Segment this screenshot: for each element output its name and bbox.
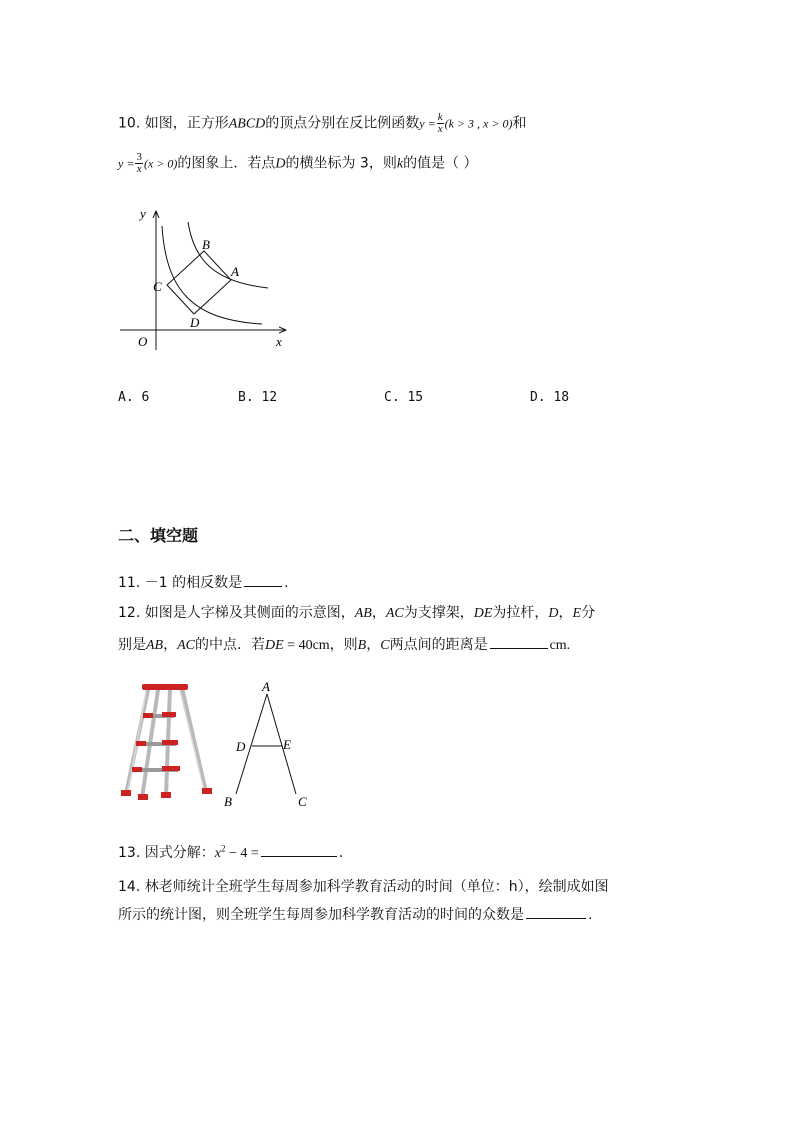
q14-text2: 所示的统计图，则全班学生每周参加科学教育活动的时间的众数是 [118,907,524,923]
q12-de: DE [473,606,493,621]
q10-label-b: B [202,237,210,252]
q12-t1: 如图是人字梯及其侧面的示意图， [144,605,355,621]
q13-line [118,844,343,861]
q10-option-d[interactable]: D. 18 [530,390,570,405]
q12-comma3: ， [163,637,178,653]
q11-end: . [284,575,289,591]
q13-expr-rest: − 4 = [225,846,259,861]
q10-label-o: O [138,334,148,349]
q12-t8: 两点间的距离是 [389,637,488,653]
q12-e: E [572,606,582,621]
q10-text3: 的图象上．若点 [177,155,276,172]
q10-line1 [118,112,526,135]
q14-answer-blank[interactable] [526,906,586,919]
q10-label-y: y [140,206,146,221]
q12-t2: 为支撑架， [403,605,474,621]
q14-text1: 林老师统计全班学生每周参加科学教育活动的时间（单位：h），绘制成如图 [144,879,609,895]
q14-end: . [588,907,593,923]
q10-label-x: x [276,334,282,349]
q10-text2: 的顶点分别在反比例函数 [265,115,420,132]
q10-square-name: ABCD [228,116,266,132]
q13-answer-blank[interactable] [261,844,337,857]
q12-t5: 别是 [118,637,146,653]
q12-ac: AC [385,606,404,621]
q10-f1-num: k [437,111,443,123]
q12-ab2: AB [146,638,164,653]
section-2-title: 二、填空题 [118,526,199,545]
q12-d: D [548,606,559,621]
q10-option-a[interactable]: A. 6 [118,390,150,405]
q10-number: 10. [118,115,141,132]
q12-number: 12. [118,605,141,621]
ladder-photo [118,682,216,804]
q12-label-d: D [236,739,246,754]
q10-figure [110,200,300,360]
q13-number: 13. [118,845,141,861]
q10-text4: 的横坐标为 3，则 [285,155,397,172]
q10-label-d: D [190,315,200,330]
q10-option-b[interactable]: B. 12 [238,390,278,405]
q10-f2-fraction [135,152,143,175]
q10-point-d: D [275,156,286,172]
q12-comma4: ， [366,637,381,653]
q10-text5: 的值是（ ） [403,155,478,172]
q11-number: 11. [118,575,141,591]
q12-label-a: A [262,679,270,694]
q10-label-c: C [153,279,162,294]
q10-f1-den: x [437,123,443,135]
q13-expr-base: x [214,846,221,861]
q12-c: C [380,638,390,653]
q12-comma2: ， [558,605,573,621]
q12-schematic [222,678,322,810]
q14-line2 [118,906,592,922]
q12-comma1: ， [371,605,386,621]
q10-f2-num: 3 [136,151,142,163]
q10-f2-lhs: y = [118,156,135,171]
q12-t7: ，则 [329,637,358,653]
q12-t6: 的中点．若 [195,637,265,653]
q12-label-b: B [224,794,232,809]
segment-ac [267,694,296,794]
q14-line1 [118,880,609,894]
q10-label-a: A [231,264,239,279]
q12-ab: AB [354,606,372,621]
q11-text: －1 的相反数是 [144,575,243,591]
q10-text: 如图，正方形 [144,115,229,132]
q14-number: 14. [118,879,141,895]
q13-expr-exp: 2 [220,843,226,854]
q12-eq: = 40cm [283,638,330,653]
q10-f1-fraction [437,112,444,135]
q12-de2: DE [265,638,284,653]
q10-curve-3 [162,226,262,324]
q10-var-k: k [396,156,404,172]
q10-option-c[interactable]: C. 15 [384,390,424,405]
q12-answer-blank[interactable] [490,636,548,649]
q10-and: 和 [512,115,527,132]
q10-f2-cond: (x > 0) [143,156,178,171]
q12-t3: 为拉杆， [492,605,549,621]
q10-f2-den: x [136,163,142,175]
q12-b: B [357,638,367,653]
q12-label-c: C [298,794,307,809]
q13-text: 因式分解： [144,845,215,861]
q10-f1-cond: (k > 3 , x > 0) [444,116,513,131]
q12-t4: 分 [581,605,596,621]
q11-answer-blank[interactable] [244,574,282,587]
q12-label-e: E [283,737,291,752]
q12-ac2: AC [177,638,195,653]
q12-line1 [118,606,595,621]
q10-f1-lhs: y = [419,116,436,131]
q12-line2 [118,636,570,653]
q11-line [118,574,289,590]
q13-end: . [338,845,344,861]
q10-line2 [118,152,478,175]
q12-unit: cm. [549,638,571,653]
